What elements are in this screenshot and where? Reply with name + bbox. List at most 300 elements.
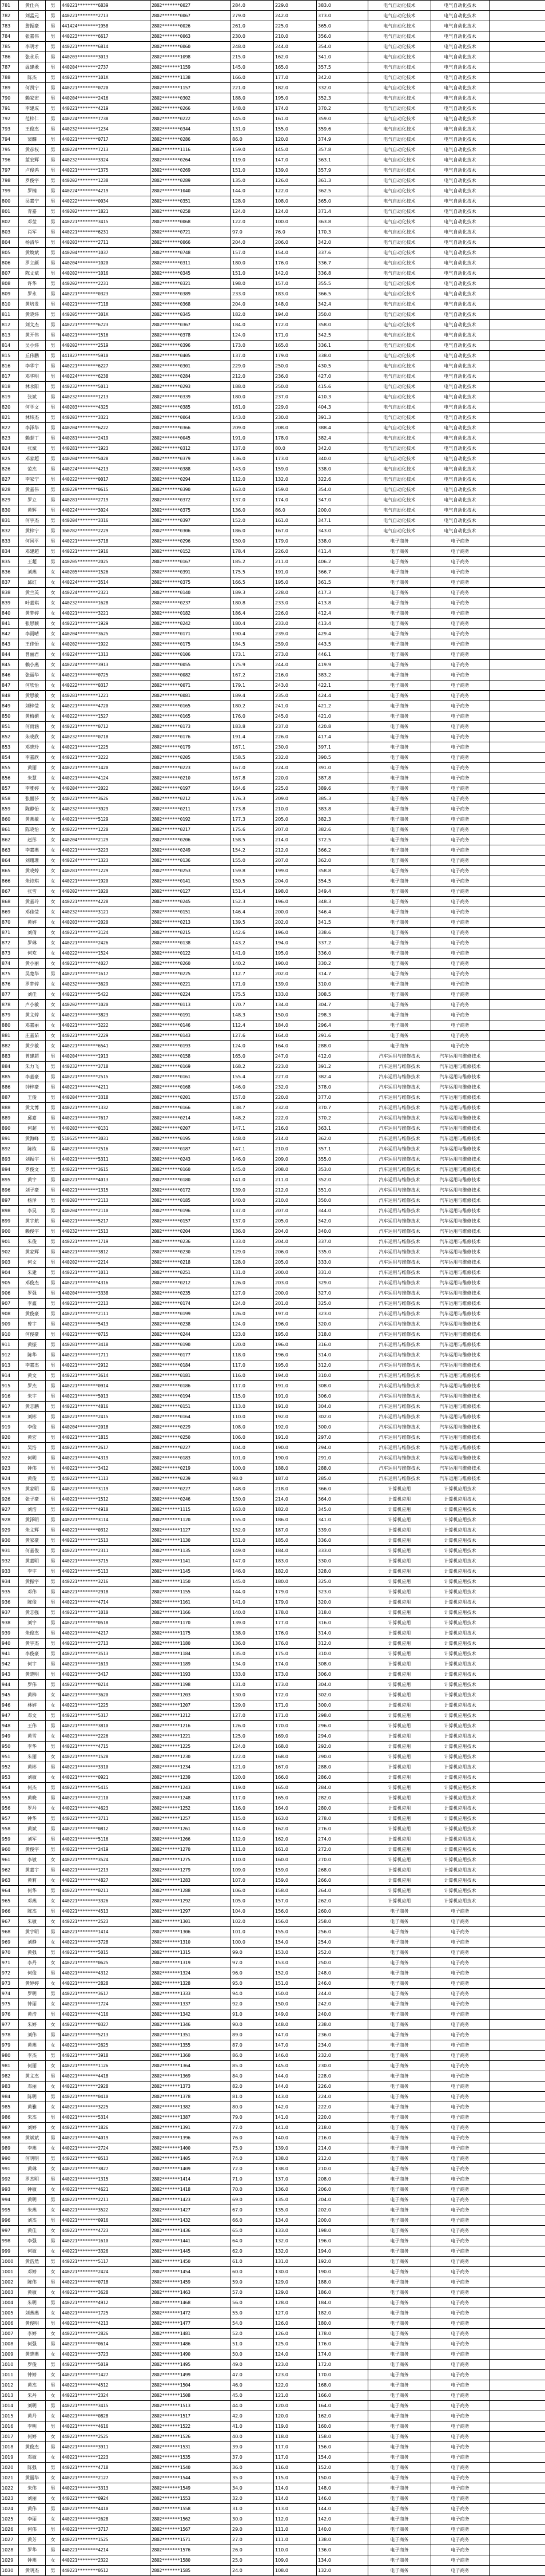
row-number: 885 (1, 1072, 19, 1082)
blank-cell (490, 42, 545, 52)
major-cell: 电气自动化技术 (431, 145, 490, 155)
name-cell: 朱伟 (19, 2483, 46, 2494)
score-2-cell: 191.0 (274, 1391, 317, 1402)
exam-number-cell: 2802*******0269 (150, 165, 231, 176)
blank-cell (490, 1082, 545, 1093)
score-1-cell: 143.2 (231, 938, 274, 948)
row-number: 863 (1, 845, 19, 856)
sex-cell: 男 (46, 248, 61, 258)
name-cell: 罗俊宇 (19, 176, 46, 186)
exam-number-cell: 2802*******0218 (150, 1257, 231, 1268)
name-cell: 李鑫 (19, 1299, 46, 1309)
sex-cell: 女 (46, 1979, 61, 1989)
major-cell: 电子商务 (431, 2442, 490, 2452)
score-1-cell: 124.0 (231, 330, 274, 341)
exam-number-cell: 2802*******1499 (150, 2370, 231, 2380)
blank-cell (490, 1329, 545, 1340)
sex-cell: 男 (46, 1329, 61, 1340)
score-1-cell: 89.0 (231, 2030, 274, 2040)
sex-cell: 男 (46, 21, 61, 31)
id-card-cell: 440204********1913 (61, 1051, 150, 1062)
blank-cell (490, 516, 545, 526)
score-1-cell: 212.0 (231, 371, 274, 382)
exam-number-cell: 2802*******0181 (150, 1371, 231, 1381)
score-2-cell: 80.0 (274, 444, 317, 454)
total-score-cell: 202.0 (317, 2205, 368, 2215)
major-cell: 汽车运用与维修技术 (431, 1453, 490, 1463)
total-score-cell: 288.0 (317, 1762, 368, 1772)
row-number: 821 (1, 413, 19, 423)
major-cell: 电气自动化技术 (431, 155, 490, 165)
score-2-cell: 210.0 (274, 804, 317, 814)
exam-number-cell: 2802*******1468 (150, 2298, 231, 2308)
row-number: 893 (1, 1154, 19, 1165)
department-cell: 计算机应用 (368, 1577, 431, 1587)
score-1-cell: 136.0 (231, 505, 274, 516)
score-1-cell: 39.0 (231, 2442, 274, 2452)
department-cell: 电气自动化技术 (368, 31, 431, 42)
row-number: 925 (1, 1484, 19, 1494)
exam-number-cell: 2802*******0294 (150, 474, 231, 485)
sex-cell: 男 (46, 1319, 61, 1329)
id-card-cell: 440221********2525 (61, 2432, 150, 2442)
sex-cell: 男 (46, 2463, 61, 2473)
id-card-cell: 440221********2912 (61, 1360, 150, 1371)
row-number: 786 (1, 52, 19, 62)
blank-cell (490, 2288, 545, 2298)
total-score-cell: 359.6 (317, 124, 368, 134)
name-cell: 黄晓炜 (19, 310, 46, 320)
row-number: 887 (1, 1093, 19, 1103)
score-1-cell: 24.0 (231, 2566, 274, 2576)
score-1-cell: 142.6 (231, 928, 274, 938)
score-1-cell: 34.0 (231, 2483, 274, 2494)
score-2-cell: 145.0 (274, 145, 317, 155)
major-cell: 汽车运用与维修技术 (431, 1134, 490, 1144)
name-cell: 黄少敏 (19, 1041, 46, 1051)
major-cell: 电子商务 (431, 2401, 490, 2411)
score-2-cell: 156.0 (274, 1917, 317, 1927)
total-score-cell: 346.4 (317, 907, 368, 917)
blank-cell (490, 186, 545, 196)
blank-cell (490, 2092, 545, 2102)
department-cell: 电子商务 (368, 2071, 431, 2082)
exam-number-cell: 2802*******0296 (150, 536, 231, 547)
total-score-cell: 308.0 (317, 1381, 368, 1391)
total-score-cell: 338.0 (317, 464, 368, 474)
major-cell: 电子商务 (431, 1020, 490, 1031)
department-cell: 电子商务 (368, 660, 431, 670)
exam-number-cell: 2802*******1193 (150, 1669, 231, 1680)
name-cell: 黄家辉 (19, 1247, 46, 1257)
department-cell: 计算机应用 (368, 1608, 431, 1618)
department-cell: 汽车运用与维修技术 (368, 1237, 431, 1247)
major-cell: 计算机应用技术 (431, 1618, 490, 1628)
id-card-cell: 440204********5028 (61, 454, 150, 464)
exam-number-cell: 2802*******0235 (150, 1288, 231, 1299)
row-number: 830 (1, 505, 19, 516)
major-cell: 电子商务 (431, 2112, 490, 2123)
id-card-cell: 440203********2711 (61, 238, 150, 248)
name-cell: 黄梓 (19, 1690, 46, 1700)
exam-number-cell: 2802*******0192 (150, 814, 231, 825)
name-cell: 李泽华 (19, 423, 46, 433)
name-cell: 丘伟鹏 (19, 351, 46, 361)
score-2-cell: 216.0 (274, 670, 317, 680)
id-card-cell: 440221********4316 (61, 1278, 150, 1288)
row-number: 894 (1, 1165, 19, 1175)
total-score-cell: 329.0 (317, 1278, 368, 1288)
table-row (1, 2555, 545, 2566)
department-cell: 电子商务 (368, 2483, 431, 2494)
name-cell: 李宇 (19, 1566, 46, 1577)
row-number: 958 (1, 1824, 19, 1834)
row-number: 898 (1, 1206, 19, 1216)
id-card-cell: 440221********4116 (61, 2009, 150, 2020)
row-number: 923 (1, 1463, 19, 1474)
row-number: 1022 (1, 2483, 19, 2494)
name-cell: 吴浩 (19, 1443, 46, 1453)
sex-cell: 男 (46, 1525, 61, 1536)
row-number: 1004 (1, 2298, 19, 2308)
sex-cell: 男 (46, 1433, 61, 1443)
department-cell: 电子商务 (368, 2370, 431, 2380)
department-cell: 汽车运用与维修技术 (368, 1422, 431, 1433)
score-2-cell: 182.0 (274, 1566, 317, 1577)
major-cell: 计算机应用技术 (431, 1752, 490, 1762)
row-number: 810 (1, 299, 19, 310)
id-card-cell: 440232********3121 (61, 907, 150, 917)
id-card-cell: 440221********3614 (61, 1371, 150, 1381)
row-number: 872 (1, 938, 19, 948)
exam-number-cell: 2802*******1531 (150, 2442, 231, 2452)
department-cell: 电子商务 (368, 2236, 431, 2246)
sex-cell: 女 (46, 784, 61, 794)
total-score-cell: 200.0 (317, 2215, 368, 2226)
score-1-cell: 95.0 (231, 1979, 274, 1989)
score-1-cell: 189.3 (231, 588, 274, 598)
total-score-cell: 338.0 (317, 536, 368, 547)
total-score-cell: 339.0 (317, 1525, 368, 1536)
sex-cell: 男 (46, 526, 61, 536)
id-card-cell: 440221********5116 (61, 1834, 150, 1845)
table-row (1, 2504, 545, 2514)
sex-cell: 男 (46, 1494, 61, 1505)
exam-number-cell: 2802*******0249 (150, 845, 231, 856)
exam-number-cell: 2802*******1127 (150, 1525, 231, 1536)
blank-cell (490, 1536, 545, 1546)
blank-cell (490, 1906, 545, 1917)
id-card-cell: 440232********1628 (61, 598, 150, 608)
row-number: 789 (1, 83, 19, 93)
id-card-cell: 440221********3812 (61, 1247, 150, 1257)
table-row (1, 536, 545, 547)
blank-cell (490, 1793, 545, 1803)
table-row (1, 1041, 545, 1051)
name-cell: 陈静怡 (19, 804, 46, 814)
exam-number-cell: 2802*******1266 (150, 1834, 231, 1845)
row-number: 963 (1, 1875, 19, 1886)
department-cell: 电气自动化技术 (368, 114, 431, 124)
score-2-cell: 167.0 (274, 526, 317, 536)
score-1-cell: 126.0 (231, 1278, 274, 1288)
table-row (1, 392, 545, 402)
total-score-cell: 288.0 (317, 1041, 368, 1051)
row-number: 1006 (1, 2318, 19, 2329)
row-number: 783 (1, 21, 19, 31)
table-row (1, 1793, 545, 1803)
exam-number-cell: 2802*******1450 (150, 2257, 231, 2267)
blank-cell (490, 114, 545, 124)
row-number: 931 (1, 1546, 19, 1556)
name-cell: 温建淞 (19, 62, 46, 73)
row-number: 797 (1, 165, 19, 176)
id-card-cell: 440222********1524 (61, 948, 150, 959)
score-1-cell: 146.4 (231, 907, 274, 917)
score-1-cell: 135.0 (231, 1649, 274, 1659)
row-number: 896 (1, 1185, 19, 1196)
blank-cell (490, 423, 545, 433)
table-row (1, 52, 545, 62)
sex-cell: 女 (46, 2452, 61, 2463)
exam-number-cell: 2802*******1203 (150, 1690, 231, 1700)
score-2-cell: 164.0 (274, 1803, 317, 1814)
department-cell: 计算机应用 (368, 1597, 431, 1608)
department-cell: 电子商务 (368, 557, 431, 567)
name-cell: 钟婷 (19, 2370, 46, 2380)
table-row (1, 361, 545, 371)
table-row (1, 114, 545, 124)
id-card-cell: 440221********3728 (61, 1937, 150, 1948)
sex-cell: 女 (46, 1752, 61, 1762)
blank-cell (490, 1257, 545, 1268)
department-cell: 电子商务 (368, 2329, 431, 2339)
exam-number-cell: 2802*******1328 (150, 1979, 231, 1989)
sex-cell: 男 (46, 145, 61, 155)
total-score-cell: 218.0 (317, 2123, 368, 2133)
major-cell: 汽车运用与维修技术 (431, 1278, 490, 1288)
major-cell: 汽车运用与维修技术 (431, 1340, 490, 1350)
id-card-cell: 440221********101X (61, 73, 150, 83)
major-cell: 电子商务 (431, 2483, 490, 2494)
score-2-cell: 124.0 (274, 207, 317, 217)
major-cell: 电子商务 (431, 2380, 490, 2391)
id-card-cell: 440202********2519 (61, 341, 150, 351)
department-cell: 计算机应用 (368, 1659, 431, 1669)
table-row (1, 2452, 545, 2463)
blank-cell (490, 876, 545, 887)
sex-cell: 女 (46, 2432, 61, 2442)
sex-cell: 男 (46, 227, 61, 238)
score-1-cell: 159.0 (231, 145, 274, 155)
total-score-cell: 412.4 (317, 608, 368, 619)
score-2-cell: 139.0 (274, 165, 317, 176)
sex-cell: 男 (46, 1350, 61, 1360)
score-2-cell: 159.0 (274, 485, 317, 495)
major-cell: 电子商务 (431, 897, 490, 907)
exam-number-cell: 2802*******0390 (150, 485, 231, 495)
score-1-cell: 148.2 (231, 1113, 274, 1123)
score-1-cell: 122.0 (231, 217, 274, 227)
score-2-cell: 171.0 (274, 330, 317, 341)
blank-cell (490, 979, 545, 990)
major-cell: 汽车运用与维修技术 (431, 1412, 490, 1422)
department-cell: 电子商务 (368, 2133, 431, 2143)
total-score-cell: 156.0 (317, 2442, 368, 2452)
score-1-cell: 129.0 (231, 1700, 274, 1711)
row-number: 826 (1, 464, 19, 474)
row-number: 1027 (1, 2535, 19, 2545)
total-score-cell: 347.0 (317, 495, 368, 505)
total-score-cell: 144.0 (317, 2504, 368, 2514)
major-cell: 电子商务 (431, 2288, 490, 2298)
table-row (1, 598, 545, 608)
row-number: 809 (1, 289, 19, 299)
row-number: 866 (1, 876, 19, 887)
blank-cell (490, 1103, 545, 1113)
major-cell: 汽车运用与维修技术 (431, 1072, 490, 1082)
department-cell: 电子商务 (368, 835, 431, 845)
id-card-cell: 440202********1016 (61, 268, 150, 279)
id-card-cell: 440221********3513 (61, 1649, 150, 1659)
exam-number-cell: 2802*******0217 (150, 825, 231, 835)
score-2-cell: 235.0 (274, 691, 317, 701)
name-cell: 黄杰 (19, 2380, 46, 2391)
name-cell: 梁麟 (19, 134, 46, 145)
blank-cell (490, 1762, 545, 1772)
department-cell: 电子商务 (368, 979, 431, 990)
department-cell: 电子商务 (368, 2298, 431, 2308)
score-2-cell: 141.0 (274, 2123, 317, 2133)
name-cell: 赖小燕 (19, 660, 46, 670)
major-cell: 电子商务 (431, 711, 490, 722)
id-card-cell: 440221********1920 (61, 876, 150, 887)
exam-number-cell: 2802*******0237 (150, 598, 231, 608)
total-score-cell: 310.0 (317, 1649, 368, 1659)
name-cell: 朱丹 (19, 2391, 46, 2401)
id-card-cell: 440221********3918 (61, 2051, 150, 2061)
major-cell: 电气自动化技术 (431, 495, 490, 505)
row-number: 888 (1, 1103, 19, 1113)
table-row (1, 1020, 545, 1031)
id-card-cell: 440221********3823 (61, 1010, 150, 1020)
exam-number-cell: 2802*******0246 (150, 1494, 231, 1505)
score-1-cell: 233.0 (231, 289, 274, 299)
name-cell: 赖泰丁 (19, 433, 46, 444)
sex-cell: 女 (46, 588, 61, 598)
score-2-cell: 241.0 (274, 701, 317, 711)
row-number: 892 (1, 1144, 19, 1154)
table-row (1, 176, 545, 186)
sex-cell: 女 (46, 1917, 61, 1927)
blank-cell (490, 433, 545, 444)
score-2-cell: 200.0 (274, 1268, 317, 1278)
exam-number-cell: 2802*******1270 (150, 1845, 231, 1855)
score-1-cell: 32.0 (231, 2494, 274, 2504)
department-cell: 计算机应用 (368, 1649, 431, 1659)
score-1-cell: 41.0 (231, 2421, 274, 2432)
exam-number-cell: 2802*******0221 (150, 979, 231, 990)
sex-cell: 男 (46, 1597, 61, 1608)
score-1-cell: 145.0 (231, 114, 274, 124)
exam-number-cell: 2802*******0244 (150, 1329, 231, 1340)
department-cell: 电子商务 (368, 2318, 431, 2329)
id-card-cell: 441827********5910 (61, 351, 150, 361)
row-number: 1012 (1, 2380, 19, 2391)
exam-number-cell: 2802*******0250 (150, 1433, 231, 1443)
sex-cell: 男 (46, 2133, 61, 2143)
score-1-cell: 99.0 (231, 1948, 274, 1958)
total-score-cell: 330.2 (317, 959, 368, 969)
blank-cell (490, 392, 545, 402)
sex-cell: 女 (46, 897, 61, 907)
total-score-cell: 340.0 (317, 1226, 368, 1237)
name-cell: 赵彤 (19, 835, 46, 845)
score-2-cell: 146.0 (274, 2051, 317, 2061)
score-2-cell: 149.0 (274, 2009, 317, 2020)
sex-cell: 女 (46, 959, 61, 969)
name-cell: 黄丽 (19, 763, 46, 773)
exam-number-cell: 2802*******0366 (150, 423, 231, 433)
exam-number-cell: 2802*******1364 (150, 2061, 231, 2071)
major-cell: 电气自动化技术 (431, 258, 490, 268)
score-2-cell: 188.0 (274, 1463, 317, 1474)
table-row (1, 21, 545, 31)
table-row (1, 1226, 545, 1237)
id-card-cell: 440221********0625 (61, 1958, 150, 1968)
score-1-cell: 113.0 (231, 1402, 274, 1412)
total-score-cell: 246.0 (317, 1979, 368, 1989)
total-score-cell: 164.0 (317, 2401, 368, 2411)
score-1-cell: 184.0 (231, 320, 274, 330)
id-card-cell: 440221********4718 (61, 2463, 150, 2473)
total-score-cell: 348.3 (317, 897, 368, 907)
row-number: 857 (1, 784, 19, 794)
id-card-cell: 440203********0131 (61, 1123, 150, 1134)
exam-number-cell: 2802*******0227 (150, 1443, 231, 1453)
department-cell: 电子商务 (368, 2195, 431, 2205)
total-score-cell: 366.5 (317, 289, 368, 299)
department-cell: 计算机应用 (368, 1505, 431, 1515)
sex-cell: 男 (46, 268, 61, 279)
sex-cell: 男 (46, 1309, 61, 1319)
id-card-cell: 440221********0214 (61, 1680, 150, 1690)
id-card-cell: 440203********3321 (61, 413, 150, 423)
exam-number-cell: 2802*******0378 (150, 330, 231, 341)
department-cell: 电气自动化技术 (368, 186, 431, 196)
total-score-cell: 294.0 (317, 1443, 368, 1453)
score-1-cell: 186.0 (231, 526, 274, 536)
exam-number-cell: 2802*******0284 (150, 371, 231, 382)
major-cell: 电子商务 (431, 2545, 490, 2555)
id-card-cell: 510525********3031 (61, 1134, 150, 1144)
score-2-cell: 123.0 (274, 2360, 317, 2370)
major-cell: 计算机应用技术 (431, 1639, 490, 1649)
table-row (1, 11, 545, 21)
table-row (1, 2349, 545, 2360)
department-cell: 计算机应用 (368, 1556, 431, 1566)
table-row (1, 856, 545, 866)
total-score-cell: 312.0 (317, 1639, 368, 1649)
total-score-cell: 413.4 (317, 619, 368, 629)
table-row (1, 2185, 545, 2195)
blank-cell (490, 155, 545, 165)
id-card-cell: 440221********4723 (61, 2226, 150, 2236)
total-score-cell: 417.4 (317, 732, 368, 742)
sex-cell: 男 (46, 1906, 61, 1917)
exam-number-cell: 2802*******1400 (150, 2143, 231, 2154)
sex-cell: 男 (46, 1556, 61, 1566)
